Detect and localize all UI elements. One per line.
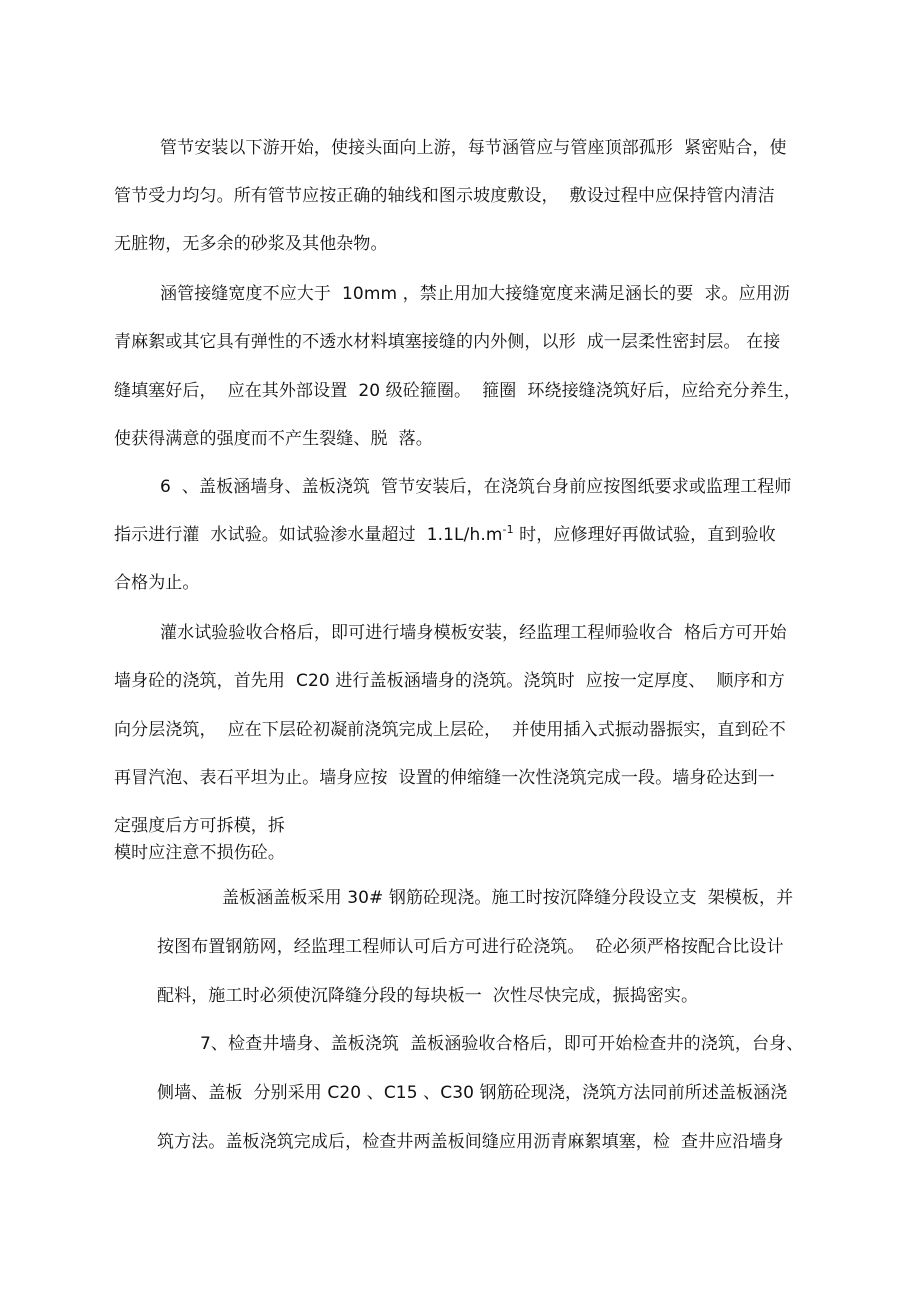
text-line-with-superscript [114,524,776,546]
text-line: 合格为止。 [114,573,200,593]
text-line: 侧墙、盖板 分别采用 C20 、C15 、C30 钢筋砼现浇，浇筑方法同前所述盖板涵浇 [157,1083,788,1103]
text-line: 缝填塞好后， 应在其外部设置 20 级砼箍圈。 箍圈 环绕接缝浇筑好后，应给充分养生， [114,381,801,401]
text-line: 使获得满意的强度而不产生裂缝、脱 落。 [114,429,433,449]
text-line: 青麻絮或其它具有弹性的不透水材料填塞接缝的内外侧，以形 成一层柔性密封层。 在接 [114,332,781,352]
text-segment: 时，应修理好再做试验，直到验收 [513,525,776,545]
text-line: 向分层浇筑， 应在下层砼初凝前浇筑完成上层砼， 并使用插入式振动器振实，直到砼不 [114,720,786,740]
text-line: 6 、盖板涵墙身、盖板浇筑 管节安装后，在浇筑台身前应按图纸要求或监理工程师 [160,477,792,497]
text-line: 墙身砼的浇筑，首先用 C20 进行盖板涵墙身的浇筑。浇筑时 应按一定厚度、 顺序和方 [114,671,785,691]
text-line: 无脏物，无多余的砂浆及其他杂物。 [114,234,388,254]
text-line: 模时应注意不损伤砼。 [114,843,285,863]
text-line: 盖板涵盖板采用 30# 钢筋砼现浇。施工时按沉降缝分段设立支 架模板，并 [222,888,794,908]
text-line: 灌水试验验收合格后，即可进行墙身模板安装，经监理工程师验收合 格后方可开始 [160,623,787,643]
text-line: 管节安装以下游开始，使接头面向上游，每节涵管应与管座顶部孤形 紧密贴合，使 [160,138,787,158]
text-line: 涵管接缝宽度不应大于 10mm ，禁止用加大接缝宽度来满足涵长的要 求。应用沥 [160,284,790,304]
text-line: 按图布置钢筋网，经监理工程师认可后方可进行砼浇筑。 砼必须严格按配合比设计 [157,937,784,957]
text-line: 管节受力均匀。所有管节应按正确的轴线和图示坡度敷设， 敷设过程中应保持管内清洁 [114,186,775,206]
text-line: 再冒汽泡、表石平坦为止。墙身应按 设置的伸缩缝一次性浇筑完成一段。墙身砼达到一 [114,768,775,788]
text-line: 筑方法。盖板浇筑完成后，检查井两盖板间缝应用沥青麻絮填塞，检 查井应沿墙身 [157,1132,784,1152]
text-line: 配料，施工时必须使沉降缝分段的每块板一 次性尽快完成，振捣密实。 [157,986,699,1006]
text-line: 定强度后方可拆模，拆 [114,816,285,836]
superscript-exponent: -1 [502,523,514,536]
text-line: 7、检查井墙身、盖板浇筑 盖板涵验收合格后，即可开始检查井的浇筑，台身、 [200,1034,804,1054]
text-segment: 指示进行灌 水试验。如试验渗水量超过 1.1L/h.m [114,525,503,545]
